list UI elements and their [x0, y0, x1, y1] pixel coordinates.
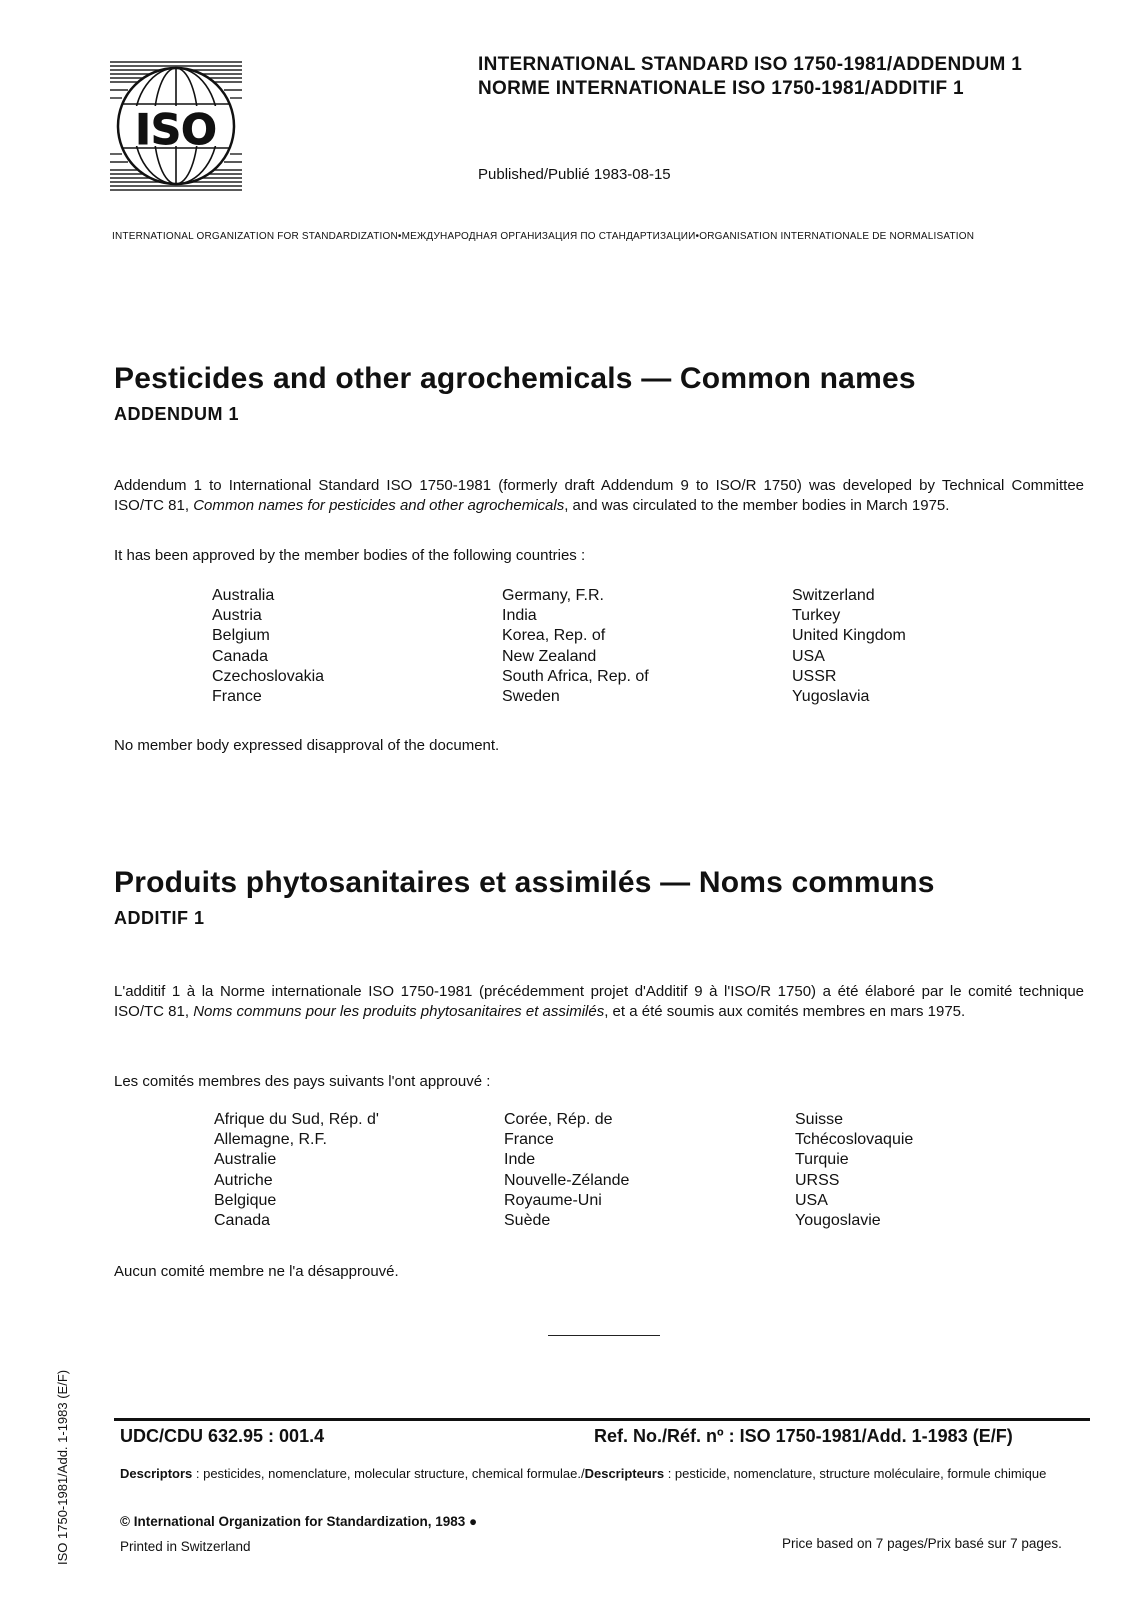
- country-item: Yougoslavie: [795, 1212, 881, 1230]
- country-item: Inde: [504, 1151, 536, 1169]
- country-item: Switzerland: [792, 587, 875, 604]
- french-title: Produits phytosanitaires et assimilés — Noms communs: [114, 866, 935, 899]
- country-item: USA: [792, 647, 825, 665]
- country-item: Allemagne, R.F.: [214, 1131, 327, 1149]
- english-countries-col2: [502, 586, 649, 707]
- standard-title-en: INTERNATIONAL STANDARD ISO 1750-1981/ADDENDUM 1: [478, 54, 1023, 75]
- country-item: Afrique du Sud, Rép. d': [214, 1111, 379, 1128]
- printed-location: Printed in Switzerland: [120, 1539, 251, 1554]
- english-disapproval: No member body expressed disapproval of the document.: [114, 737, 500, 754]
- country-item: Germany, F.R.: [502, 587, 604, 604]
- english-approved-intro: It has been approved by the member bodies of the following countries :: [114, 547, 586, 564]
- country-item: India: [502, 607, 537, 625]
- country-item: Suède: [504, 1212, 551, 1230]
- side-reference: ISO 1750-1981/Add. 1-1983 (E/F): [55, 1369, 70, 1565]
- country-item: Australia: [212, 587, 275, 604]
- udc-classification: UDC/CDU 632.95 : 001.4: [120, 1426, 325, 1446]
- organization-line: INTERNATIONAL ORGANIZATION FOR STANDARDIZATION•МЕЖДУНАРОДНАЯ ОРГАНИЗАЦИЯ ПО СТАНДАРТИЗАЦИИ•ORGANISATION INTERNATIONALE DE NORMALISATION: [112, 231, 975, 242]
- copyright: © International Organization for Standardization, 1983 ●: [120, 1514, 478, 1529]
- country-item: Belgique: [214, 1191, 277, 1209]
- english-countries-col1: [212, 586, 324, 707]
- country-item: Korea, Rep. of: [502, 627, 606, 645]
- country-item: USSR: [792, 667, 837, 685]
- french-countries-col1: [214, 1110, 379, 1231]
- country-item: Sweden: [502, 688, 560, 706]
- country-item: South Africa, Rep. of: [502, 667, 649, 685]
- country-item: Austria: [212, 607, 262, 625]
- footer-rule: [114, 1418, 1090, 1421]
- descriptors: Descriptors : pesticides, nomenclature, molecular structure, chemical formulae./Descripteurs : pesticide, nomenclature, structure moléculaire, formule chimique: [120, 1466, 1047, 1481]
- country-item: Australie: [214, 1151, 277, 1169]
- english-subtitle: ADDENDUM 1: [114, 404, 240, 424]
- french-subtitle: ADDITIF 1: [114, 908, 205, 928]
- country-item: Corée, Rép. de: [504, 1111, 613, 1128]
- french-approved-intro: Les comités membres des pays suivants l'ont approuvé :: [114, 1073, 491, 1090]
- price-note: Price based on 7 pages/Prix basé sur 7 pages.: [782, 1536, 1062, 1551]
- logo-text: ISO: [135, 105, 217, 154]
- publication-date: Published/Publié 1983-08-15: [478, 166, 671, 183]
- french-intro: L'additif 1 à la Norme internationale ISO 1750-1981 (précédemment projet d'Additif 9 à l'ISO/R 1750) a été élaboré par le comité technique ISO/TC 81, Noms communs pour les produits phytosanitaires et assimilés, et a été soumis aux comités membres en mars 1975.: [114, 983, 1084, 1020]
- country-item: URSS: [795, 1171, 840, 1189]
- french-countries-col2: [504, 1110, 629, 1231]
- country-item: United Kingdom: [792, 627, 906, 645]
- country-item: USA: [795, 1191, 828, 1209]
- country-item: Suisse: [795, 1111, 844, 1128]
- reference-number: Ref. No./Réf. nº : ISO 1750-1981/Add. 1-1983 (E/F): [594, 1426, 1013, 1446]
- standard-title-fr: NORME INTERNATIONALE ISO 1750-1981/ADDITIF 1: [478, 78, 964, 99]
- english-intro: Addendum 1 to International Standard ISO 1750-1981 (formerly draft Addendum 9 to ISO/R 1750) was developed by Technical Committee ISO/TC 81, Common names for pesticides and other agrochemicals, and was circulated to the member bodies in March 1975.: [114, 477, 1084, 514]
- english-countries-col3: [792, 586, 906, 707]
- country-item: Canada: [212, 647, 269, 665]
- country-item: Royaume-Uni: [504, 1191, 602, 1209]
- section-divider: [548, 1335, 660, 1336]
- country-item: Belgium: [212, 627, 270, 645]
- country-item: New Zealand: [502, 647, 597, 665]
- french-countries-col3: [795, 1110, 913, 1231]
- country-item: Autriche: [214, 1171, 273, 1189]
- french-disapproval: Aucun comité membre ne l'a désapprouvé.: [114, 1263, 399, 1280]
- country-item: Nouvelle-Zélande: [504, 1171, 630, 1189]
- country-item: Tchécoslovaquie: [795, 1131, 914, 1149]
- country-item: Canada: [214, 1212, 271, 1230]
- country-item: Yugoslavia: [792, 688, 870, 706]
- country-item: France: [504, 1131, 554, 1149]
- english-title: Pesticides and other agrochemicals — Common names: [114, 362, 916, 395]
- country-item: Czechoslovakia: [212, 667, 325, 685]
- country-item: Turquie: [795, 1151, 849, 1169]
- country-item: France: [212, 688, 262, 706]
- iso-logo: [108, 58, 244, 194]
- country-item: Turkey: [792, 607, 841, 625]
